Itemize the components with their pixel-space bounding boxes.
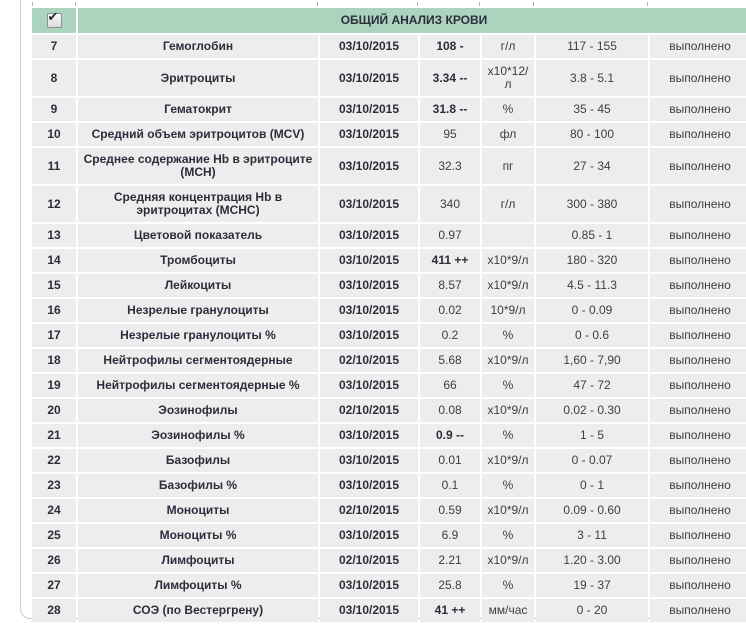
row-number-cell: 21 — [32, 424, 76, 447]
units-cell: х10*9/л — [482, 349, 534, 372]
table-row[interactable] — [32, 274, 746, 297]
row-number-cell: 9 — [32, 98, 76, 121]
clipped-cell — [420, 2, 480, 6]
row-number-cell: 18 — [32, 349, 76, 372]
range-cell: 47 - 72 — [536, 374, 648, 397]
row-number-cell: 12 — [32, 186, 76, 222]
status-cell: выполнено — [650, 324, 746, 347]
status-cell: выполнено — [650, 549, 746, 572]
value-cell: 8.57 — [420, 274, 480, 297]
value-cell: 0.2 — [420, 324, 480, 347]
value-cell: 25.8 — [420, 574, 480, 597]
table-row[interactable] — [32, 524, 746, 547]
clipped-cell — [650, 2, 746, 6]
date-cell: 02/10/2015 — [320, 549, 418, 572]
units-cell: х10*12/л — [482, 60, 534, 96]
range-cell: 19 - 37 — [536, 574, 648, 597]
test-name-cell: Незрелые гранулоциты % — [78, 324, 318, 347]
range-cell: 300 - 380 — [536, 186, 648, 222]
row-number-cell: 15 — [32, 274, 76, 297]
units-cell: % — [482, 424, 534, 447]
row-number-cell: 8 — [32, 60, 76, 96]
test-name-cell: Лимфоциты % — [78, 574, 318, 597]
value-cell: 0.01 — [420, 449, 480, 472]
row-number-cell: 26 — [32, 549, 76, 572]
date-cell: 03/10/2015 — [320, 60, 418, 96]
value-cell: 31.8 -- — [420, 98, 480, 121]
value-cell: 0.97 — [420, 224, 480, 247]
row-number-cell: 25 — [32, 524, 76, 547]
value-cell: 95 — [420, 123, 480, 146]
value-cell: 5.68 — [420, 349, 480, 372]
date-cell: 03/10/2015 — [320, 474, 418, 497]
range-cell: 4.5 - 11.3 — [536, 274, 648, 297]
units-cell: % — [482, 474, 534, 497]
value-cell: 411 ++ — [420, 249, 480, 272]
row-number-cell: 20 — [32, 399, 76, 422]
value-cell: 6.9 — [420, 524, 480, 547]
range-cell: 0.85 - 1 — [536, 224, 648, 247]
clipped-cell — [536, 2, 648, 6]
test-name-cell: Гематокрит — [78, 98, 318, 121]
value-cell: 41 ++ — [420, 599, 480, 622]
value-cell: 340 — [420, 186, 480, 222]
section-checkbox-cell — [32, 8, 76, 33]
range-cell: 180 - 320 — [536, 249, 648, 272]
test-name-cell: Нейтрофилы сегментоядерные — [78, 349, 318, 372]
date-cell: 02/10/2015 — [320, 349, 418, 372]
date-cell: 03/10/2015 — [320, 574, 418, 597]
range-cell: 0 - 20 — [536, 599, 648, 622]
row-number-cell: 17 — [32, 324, 76, 347]
range-cell: 3 - 11 — [536, 524, 648, 547]
value-cell: 108 - — [420, 35, 480, 58]
status-cell: выполнено — [650, 148, 746, 184]
row-number-cell: 22 — [32, 449, 76, 472]
date-cell: 03/10/2015 — [320, 599, 418, 622]
range-cell: 0 - 0.07 — [536, 449, 648, 472]
units-cell: 10*9/л — [482, 299, 534, 322]
table-row[interactable] — [32, 98, 746, 121]
range-cell: 3.8 - 5.1 — [536, 60, 648, 96]
table-row[interactable] — [32, 186, 746, 222]
units-cell: г/л — [482, 186, 534, 222]
range-cell: 0 - 1 — [536, 474, 648, 497]
row-number-cell: 28 — [32, 599, 76, 622]
range-cell: 0 - 0.6 — [536, 324, 648, 347]
table-row[interactable] — [32, 249, 746, 272]
date-cell: 03/10/2015 — [320, 274, 418, 297]
date-cell: 03/10/2015 — [320, 299, 418, 322]
table-row[interactable] — [32, 148, 746, 184]
checkmark-icon: ✔ — [47, 9, 59, 25]
date-cell: 03/10/2015 — [320, 324, 418, 347]
status-cell: выполнено — [650, 599, 746, 622]
row-number-cell: 23 — [32, 474, 76, 497]
clipped-cell — [32, 2, 76, 6]
test-name-cell: Средняя концентрация Hb в эритроцитах (MCHC) — [78, 186, 318, 222]
range-cell: 0.02 - 0.30 — [536, 399, 648, 422]
status-cell: выполнено — [650, 449, 746, 472]
test-name-cell: Гемоглобин — [78, 35, 318, 58]
value-cell: 32.3 — [420, 148, 480, 184]
row-number-cell: 7 — [32, 35, 76, 58]
test-name-cell: Лейкоциты — [78, 274, 318, 297]
units-cell: х10*9/л — [482, 274, 534, 297]
value-cell: 0.02 — [420, 299, 480, 322]
date-cell: 03/10/2015 — [320, 449, 418, 472]
date-cell: 03/10/2015 — [320, 374, 418, 397]
status-cell: выполнено — [650, 299, 746, 322]
test-name-cell: Эритроциты — [78, 60, 318, 96]
test-name-cell: Эозинофилы % — [78, 424, 318, 447]
table-row[interactable] — [32, 349, 746, 372]
date-cell: 03/10/2015 — [320, 224, 418, 247]
clipped-row-above — [32, 2, 746, 6]
status-cell: выполнено — [650, 123, 746, 146]
range-cell: 117 - 155 — [536, 35, 648, 58]
status-cell: выполнено — [650, 186, 746, 222]
date-cell: 02/10/2015 — [320, 499, 418, 522]
range-cell: 1 - 5 — [536, 424, 648, 447]
date-cell: 02/10/2015 — [320, 399, 418, 422]
status-cell: выполнено — [650, 349, 746, 372]
test-name-cell: Эозинофилы — [78, 399, 318, 422]
date-cell: 03/10/2015 — [320, 524, 418, 547]
date-cell: 03/10/2015 — [320, 424, 418, 447]
value-cell: 3.34 -- — [420, 60, 480, 96]
table-row[interactable] — [32, 123, 746, 146]
lab-results-table-container — [30, 0, 746, 624]
row-number-cell: 19 — [32, 374, 76, 397]
date-cell: 03/10/2015 — [320, 186, 418, 222]
row-number-cell: 27 — [32, 574, 76, 597]
status-cell: выполнено — [650, 574, 746, 597]
table-row[interactable] — [32, 35, 746, 58]
status-cell: выполнено — [650, 98, 746, 121]
status-cell: выполнено — [650, 399, 746, 422]
test-name-cell: Лимфоциты — [78, 549, 318, 572]
table-row[interactable] — [32, 299, 746, 322]
table-row[interactable] — [32, 449, 746, 472]
section-checkbox[interactable] — [47, 9, 62, 28]
date-cell: 03/10/2015 — [320, 249, 418, 272]
row-number-cell: 24 — [32, 499, 76, 522]
test-name-cell: Незрелые гранулоциты — [78, 299, 318, 322]
units-cell: % — [482, 374, 534, 397]
test-name-cell: Цветовой показатель — [78, 224, 318, 247]
test-name-cell: СОЭ (по Вестергрену) — [78, 599, 318, 622]
test-name-cell: Тромбоциты — [78, 249, 318, 272]
date-cell: 03/10/2015 — [320, 123, 418, 146]
units-cell: х10*9/л — [482, 449, 534, 472]
table-row[interactable] — [32, 599, 746, 622]
value-cell: 0.08 — [420, 399, 480, 422]
table-row[interactable] — [32, 424, 746, 447]
range-cell: 1.20 - 3.00 — [536, 549, 648, 572]
units-cell: х10*9/л — [482, 399, 534, 422]
value-cell: 2.21 — [420, 549, 480, 572]
table-row[interactable] — [32, 499, 746, 522]
row-number-cell: 13 — [32, 224, 76, 247]
test-name-cell: Базофилы — [78, 449, 318, 472]
status-cell: выполнено — [650, 60, 746, 96]
units-cell: % — [482, 524, 534, 547]
table-row[interactable] — [32, 399, 746, 422]
date-cell: 03/10/2015 — [320, 148, 418, 184]
section-header-row — [32, 8, 746, 33]
lab-results-table — [30, 0, 746, 624]
units-cell: г/л — [482, 35, 534, 58]
table-row[interactable] — [32, 474, 746, 497]
clipped-cell — [78, 2, 318, 6]
status-cell: выполнено — [650, 499, 746, 522]
units-cell: % — [482, 98, 534, 121]
test-name-cell: Моноциты % — [78, 524, 318, 547]
status-cell: выполнено — [650, 35, 746, 58]
table-row[interactable] — [32, 574, 746, 597]
status-cell: выполнено — [650, 474, 746, 497]
value-cell: 0.1 — [420, 474, 480, 497]
test-name-cell: Нейтрофилы сегментоядерные % — [78, 374, 318, 397]
row-number-cell: 14 — [32, 249, 76, 272]
units-cell: % — [482, 574, 534, 597]
clipped-cell — [320, 2, 418, 6]
units-cell: мм/час — [482, 599, 534, 622]
units-cell: % — [482, 324, 534, 347]
units-cell — [482, 224, 534, 247]
value-cell: 0.59 — [420, 499, 480, 522]
range-cell: 1,60 - 7,90 — [536, 349, 648, 372]
units-cell: х10*9/л — [482, 499, 534, 522]
status-cell: выполнено — [650, 249, 746, 272]
range-cell: 27 - 34 — [536, 148, 648, 184]
date-cell: 03/10/2015 — [320, 35, 418, 58]
table-row[interactable] — [32, 549, 746, 572]
range-cell: 35 - 45 — [536, 98, 648, 121]
results-tbody — [32, 35, 746, 622]
test-name-cell: Базофилы % — [78, 474, 318, 497]
status-cell: выполнено — [650, 224, 746, 247]
table-row[interactable] — [32, 60, 746, 96]
test-name-cell: Средний объем эритроцитов (MCV) — [78, 123, 318, 146]
row-number-cell: 16 — [32, 299, 76, 322]
value-cell: 0.9 -- — [420, 424, 480, 447]
range-cell: 0.09 - 0.60 — [536, 499, 648, 522]
units-cell: пг — [482, 148, 534, 184]
units-cell: х10*9/л — [482, 249, 534, 272]
range-cell: 0 - 0.09 — [536, 299, 648, 322]
table-row[interactable] — [32, 374, 746, 397]
status-cell: выполнено — [650, 274, 746, 297]
date-cell: 03/10/2015 — [320, 98, 418, 121]
row-number-cell: 10 — [32, 123, 76, 146]
status-cell: выполнено — [650, 374, 746, 397]
units-cell: х10*9/л — [482, 549, 534, 572]
section-title: ОБЩИЙ АНАЛИЗ КРОВИ — [78, 8, 746, 33]
table-row[interactable] — [32, 224, 746, 247]
units-cell: фл — [482, 123, 534, 146]
clipped-cell — [482, 2, 534, 6]
status-cell: выполнено — [650, 424, 746, 447]
row-number-cell: 11 — [32, 148, 76, 184]
range-cell: 80 - 100 — [536, 123, 648, 146]
test-name-cell: Среднее содержание Hb в эритроците (MCH) — [78, 148, 318, 184]
status-cell: выполнено — [650, 524, 746, 547]
table-row[interactable] — [32, 324, 746, 347]
test-name-cell: Моноциты — [78, 499, 318, 522]
value-cell: 66 — [420, 374, 480, 397]
